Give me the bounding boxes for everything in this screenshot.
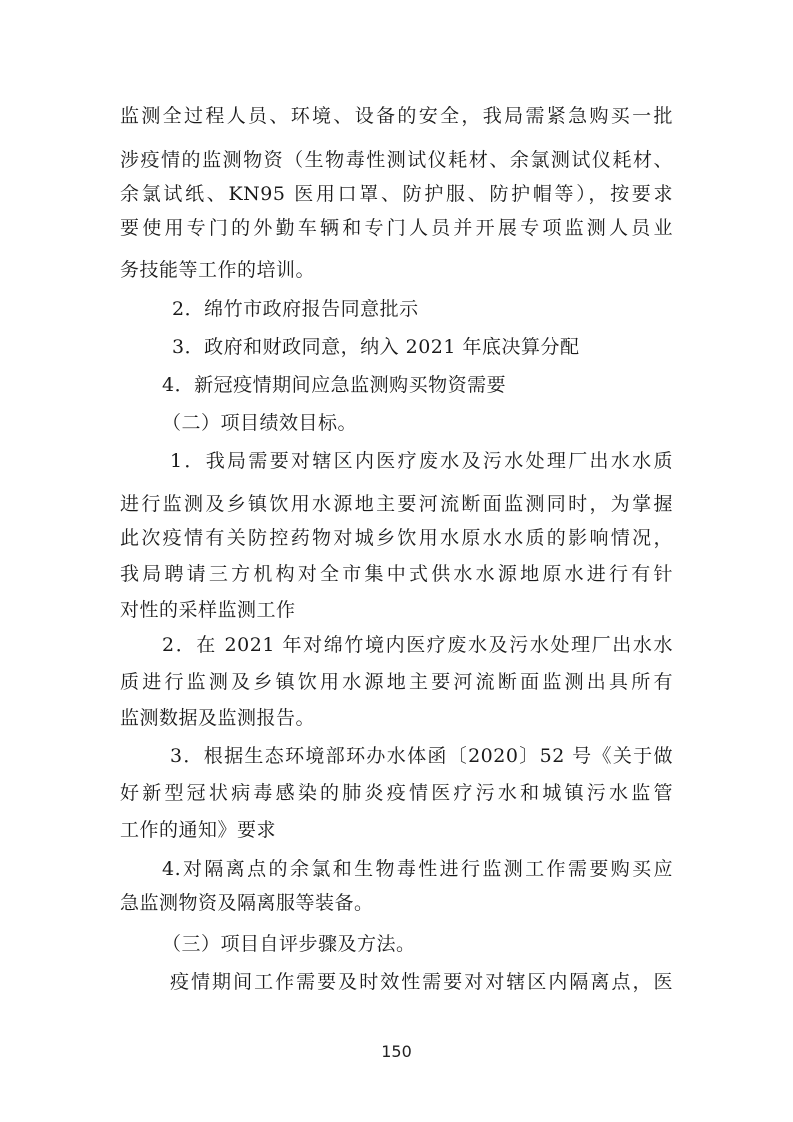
list-item: 3．政府和财政同意，纳入 2021 年底决算分配 [172,336,580,358]
body-line: 2．在 2021 年对绵竹境内医疗废水及污水处理厂出水水 [162,634,673,656]
body-line: 监测数据及监测报告。 [120,707,316,729]
body-line: 对性的采样监测工作 [120,599,296,621]
body-line: 工作的通知》要求 [120,819,277,841]
body-line: 4.对隔离点的余氯和生物毒性进行监测工作需要购买应 [162,858,673,880]
body-line: 质进行监测及乡镇饮用水源地主要河流断面监测出具所有 [120,671,673,693]
section-heading: （三）项目自评步骤及方法。 [162,933,416,955]
page-number: 150 [381,1042,412,1061]
section-heading: （二）项目绩效目标。 [162,412,358,434]
body-line: 此次疫情有关防控药物对城乡饮用水原水水质的影响情况， [120,527,673,549]
body-line: 监测全过程人员、环境、设备的安全，我局需紧急购买一批 [120,105,673,127]
list-item: 2．绵竹市政府报告同意批示 [172,298,419,320]
body-line: 余氯试纸、KN95 医用口罩、防护服、防护帽等），按要求 [120,183,673,205]
body-line: 涉疫情的监测物资（生物毒性测试仪耗材、余氯测试仪耗材、 [120,149,673,171]
body-line: 务技能等工作的培训。 [120,259,316,281]
body-line: 急监测物资及隔离服等装备。 [120,892,374,914]
body-line: 1．我局需要对辖区内医疗废水及污水处理厂出水水质 [170,450,673,472]
body-line: 我局聘请三方机构对全市集中式供水水源地原水进行有针 [120,563,673,585]
body-line: 疫情期间工作需要及时效性需要对对辖区内隔离点，医 [170,971,673,993]
list-item: 4．新冠疫情期间应急监测购买物资需要 [162,374,507,396]
body-line: 要使用专门的外勤车辆和专门人员并开展专项监测人员业 [120,217,673,239]
body-line: 3．根据生态环境部环办水体函〔2020〕52 号《关于做 [170,745,673,767]
body-line: 好新型冠状病毒感染的肺炎疫情医疗污水和城镇污水监管 [120,782,673,804]
body-line: 进行监测及乡镇饮用水源地主要河流断面监测同时，为掌握 [120,493,673,515]
